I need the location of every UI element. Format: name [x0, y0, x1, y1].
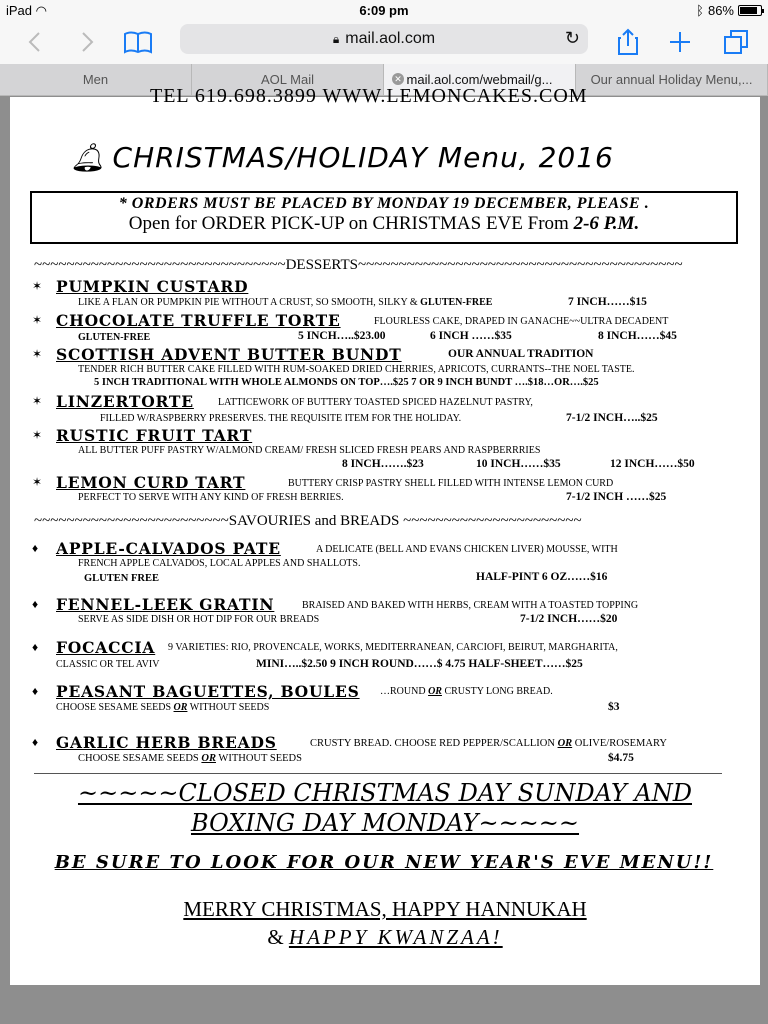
gluten-free-tag: GLUTEN FREE	[84, 573, 159, 584]
item-desc: FRENCH APPLE CALVADOS, LOCAL APPLES AND SHALLOTS.	[78, 558, 361, 569]
kwanzaa-text: HAPPY KWANZAA!	[288, 925, 503, 949]
item-price: 6 INCH ……$35	[430, 330, 512, 342]
item-price: 7-1/2 INCH……$20	[520, 613, 618, 625]
item-price: 5 INCH TRADITIONAL WITH WHOLE ALMONDS ON TOP….$25 7 OR 9 INCH BUNDT ….$18…OR….$25	[94, 377, 599, 388]
gluten-free-tag: GLUTEN-FREE	[78, 332, 151, 343]
item-price: 8 INCH……$45	[598, 330, 677, 342]
new-year-notice: BE SURE TO LOOK FOR OUR NEW YEAR'S EVE MENU!!	[54, 852, 714, 873]
item-name: FENNEL-LEEK GRATIN	[56, 595, 275, 614]
star-bullet-icon: ✶	[32, 394, 43, 408]
item-price: 10 INCH……$35	[476, 458, 561, 470]
lock-icon: 🔒︎	[332, 31, 340, 46]
tab-label: Our annual Holiday Menu,...	[590, 72, 753, 87]
item-desc: FLOURLESS CAKE, DRAPED IN GANACHE~~ULTRA DECADENT	[374, 316, 669, 327]
url-text: mail.aol.com	[345, 30, 436, 47]
item-name: GARLIC HERB BREADS	[56, 733, 277, 752]
diamond-bullet-icon: ♦	[32, 597, 39, 611]
desc-text: OLIVE/ROSEMARY	[572, 738, 667, 749]
item-price: 7-1/2 INCH ……$25	[566, 491, 667, 503]
share-button[interactable]	[610, 24, 646, 60]
savouries-header: ~~~~~~~~~~~~~~~~~~~~~~~~SAVOURIES and BREADS ~~~~~~~~~~~~~~~~~~~~~~	[34, 513, 582, 529]
item-desc	[380, 686, 553, 697]
tab-label: Men	[82, 72, 109, 87]
or-text: OR	[557, 738, 573, 749]
item-name: LINZERTORTE	[56, 392, 194, 411]
header-cutoff: TEL 619.698.3899 WWW.LEMONCAKES.COM	[150, 85, 588, 107]
pickup-info	[40, 213, 728, 235]
browser-toolbar	[0, 20, 768, 64]
wifi-icon: ◠	[35, 3, 47, 18]
gluten-free-tag: GLUTEN-FREE	[420, 297, 493, 308]
book-icon	[123, 30, 153, 54]
item-desc: TENDER RICH BUTTER CAKE FILLED WITH RUM-SOAKED DRIED CHERRIES, APRICOTS, CURRANTS--THE NOEL TASTE.	[78, 364, 635, 375]
desc-text: …ROUND	[380, 686, 429, 697]
tab-label: mail.aol.com/webmail/g...	[406, 72, 553, 87]
item-name: FOCACCIA	[56, 638, 156, 657]
item-name: SCOTTISH ADVENT BUTTER BUNDT	[56, 345, 402, 364]
desc-text: WITHOUT SEEDS	[187, 702, 270, 713]
device-name: iPad	[6, 3, 33, 18]
orders-box	[30, 191, 738, 244]
ampersand: &	[267, 925, 289, 949]
item-desc: 9 VARIETIES: RIO, PROVENCALE, WORKS, MEDITERRANEAN, CARCIOFI, BEIRUT, MARGHARITA,	[168, 642, 618, 653]
battery-icon	[738, 5, 762, 16]
item-desc: A DELICATE (BELL AND EVANS CHICKEN LIVER) MOUSSE, WITH	[316, 544, 618, 555]
chevron-left-icon	[27, 31, 41, 53]
star-bullet-icon: ✶	[32, 347, 43, 361]
new-tab-button[interactable]	[662, 24, 698, 60]
tabs-button[interactable]	[718, 24, 754, 60]
pickup-text: Open for ORDER PICK-UP on CHRISTMAS EVE From	[128, 213, 574, 234]
bell-icon: 🔔︎	[70, 141, 107, 174]
item-desc: CLASSIC OR TEL AVIV	[56, 659, 160, 670]
title-text: CHRISTMAS/HOLIDAY Menu, 2016	[112, 141, 614, 174]
address-bar[interactable]	[180, 24, 588, 54]
or-text: OR	[428, 686, 442, 697]
item-desc	[78, 297, 492, 308]
chevron-right-icon	[81, 31, 95, 53]
closed-notice: ~~~~~CLOSED CHRISTMAS DAY SUNDAY AND	[77, 779, 692, 807]
item-price: 8 INCH…….$23	[342, 458, 424, 470]
pickup-hours: 2-6 P.M.	[573, 213, 640, 234]
item-desc	[56, 702, 269, 713]
bookmarks-button[interactable]	[120, 24, 156, 60]
item-price: $3	[608, 701, 620, 713]
page-title	[70, 141, 614, 174]
close-tab-icon[interactable]: ✕	[392, 73, 404, 85]
item-name: LEMON CURD TART	[56, 473, 246, 492]
star-bullet-icon: ✶	[32, 475, 43, 489]
tabs-icon	[723, 29, 749, 55]
diamond-bullet-icon: ♦	[32, 735, 39, 749]
item-name: PUMPKIN CUSTARD	[56, 277, 249, 296]
item-name: PEASANT BAGUETTES, BOULES	[56, 682, 360, 701]
battery-fill	[740, 7, 757, 14]
desc-text: WITHOUT SEEDS	[216, 753, 302, 764]
item-desc: FILLED W/RASPBERRY PRESERVES. THE REQUISITE ITEM FOR THE HOLIDAY.	[100, 413, 462, 424]
bluetooth-icon: ᛒ	[696, 3, 704, 18]
plus-icon	[669, 31, 691, 53]
battery-percent: 86%	[707, 3, 734, 18]
divider-line	[34, 773, 722, 774]
back-button[interactable]	[16, 24, 52, 60]
tab-holiday-menu[interactable]	[576, 64, 768, 95]
item-desc: SERVE AS SIDE DISH OR HOT DIP FOR OUR BREADS	[78, 614, 320, 625]
diamond-bullet-icon: ♦	[32, 684, 39, 698]
item-desc: ALL BUTTER PUFF PASTRY W/ALMOND CREAM/ FRESH SLICED FRESH PEARS AND RASPBERRRIES	[78, 445, 541, 456]
item-price: 7-1/2 INCH…..$25	[566, 412, 658, 424]
star-bullet-icon: ✶	[32, 313, 43, 327]
diamond-bullet-icon: ♦	[32, 640, 39, 654]
desserts-header: ~~~~~~~~~~~~~~~~~~~~~~~~~~~~~~~DESSERTS~~~~~~~~~~~~~~~~~~~~~~~~~~~~~~~~~~~~~~~~	[34, 257, 683, 273]
diamond-bullet-icon: ♦	[32, 541, 39, 555]
status-right	[696, 3, 762, 18]
item-name: APPLE-CALVADOS PATE	[56, 539, 281, 558]
item-name: RUSTIC FRUIT TART	[56, 426, 253, 445]
item-price: 5 INCH…..$23.00	[298, 330, 386, 342]
or-text: OR	[173, 702, 188, 713]
forward-button[interactable]	[70, 24, 106, 60]
item-desc	[78, 753, 302, 764]
item-desc: LATTICEWORK OF BUTTERY TOASTED SPICED HAZELNUT PASTRY,	[218, 397, 533, 408]
status-bar	[0, 0, 768, 20]
star-bullet-icon: ✶	[32, 279, 43, 293]
clock: 6:09 pm	[359, 3, 409, 18]
star-bullet-icon: ✶	[32, 428, 43, 442]
menu-document	[10, 85, 760, 985]
item-price: HALF-PINT 6 OZ……$16	[476, 571, 608, 583]
item-desc	[310, 738, 667, 749]
desc-text: CHOOSE SESAME SEEDS	[78, 753, 202, 764]
item-desc: BUTTERY CRISP PASTRY SHELL FILLED WITH INTENSE LEMON CURD	[288, 478, 614, 489]
or-text: OR	[201, 753, 216, 764]
desc-text: LIKE A FLAN OR PUMPKIN PIE WITHOUT A CRUST, SO SMOOTH, SILKY &	[78, 297, 421, 308]
orders-deadline: * ORDERS MUST BE PLACED BY MONDAY 19 DECEMBER, PLEASE .	[118, 195, 650, 212]
item-price: $4.75	[608, 752, 634, 764]
closed-notice-2: BOXING DAY MONDAY~~~~~	[190, 809, 580, 837]
desc-text: CRUSTY LONG BREAD.	[441, 686, 553, 697]
greeting: MERRY CHRISTMAS, HAPPY HANNUKAH	[183, 897, 587, 921]
item-desc: BRAISED AND BAKED WITH HERBS, CREAM WITH A TOASTED TOPPING	[302, 600, 639, 611]
greeting-2	[10, 925, 760, 950]
reload-icon[interactable]: ↻	[564, 28, 580, 48]
tab-label: AOL Mail	[261, 72, 314, 87]
desc-text: CHOOSE SESAME SEEDS	[56, 702, 174, 713]
item-name: CHOCOLATE TRUFFLE TORTE	[56, 311, 341, 330]
desc-text: CRUSTY BREAD. CHOOSE RED PEPPER/SCALLION	[310, 738, 558, 749]
item-tag: OUR ANNUAL TRADITION	[448, 348, 594, 360]
item-price: MINI…..$2.50 9 INCH ROUND……$ 4.75 HALF-SHEET……$25	[256, 658, 583, 670]
item-price: 7 INCH……$15	[568, 296, 647, 308]
item-price: 12 INCH……$50	[610, 458, 695, 470]
item-desc: PERFECT TO SERVE WITH ANY KIND OF FRESH BERRIES.	[78, 492, 344, 503]
share-icon	[617, 28, 639, 56]
